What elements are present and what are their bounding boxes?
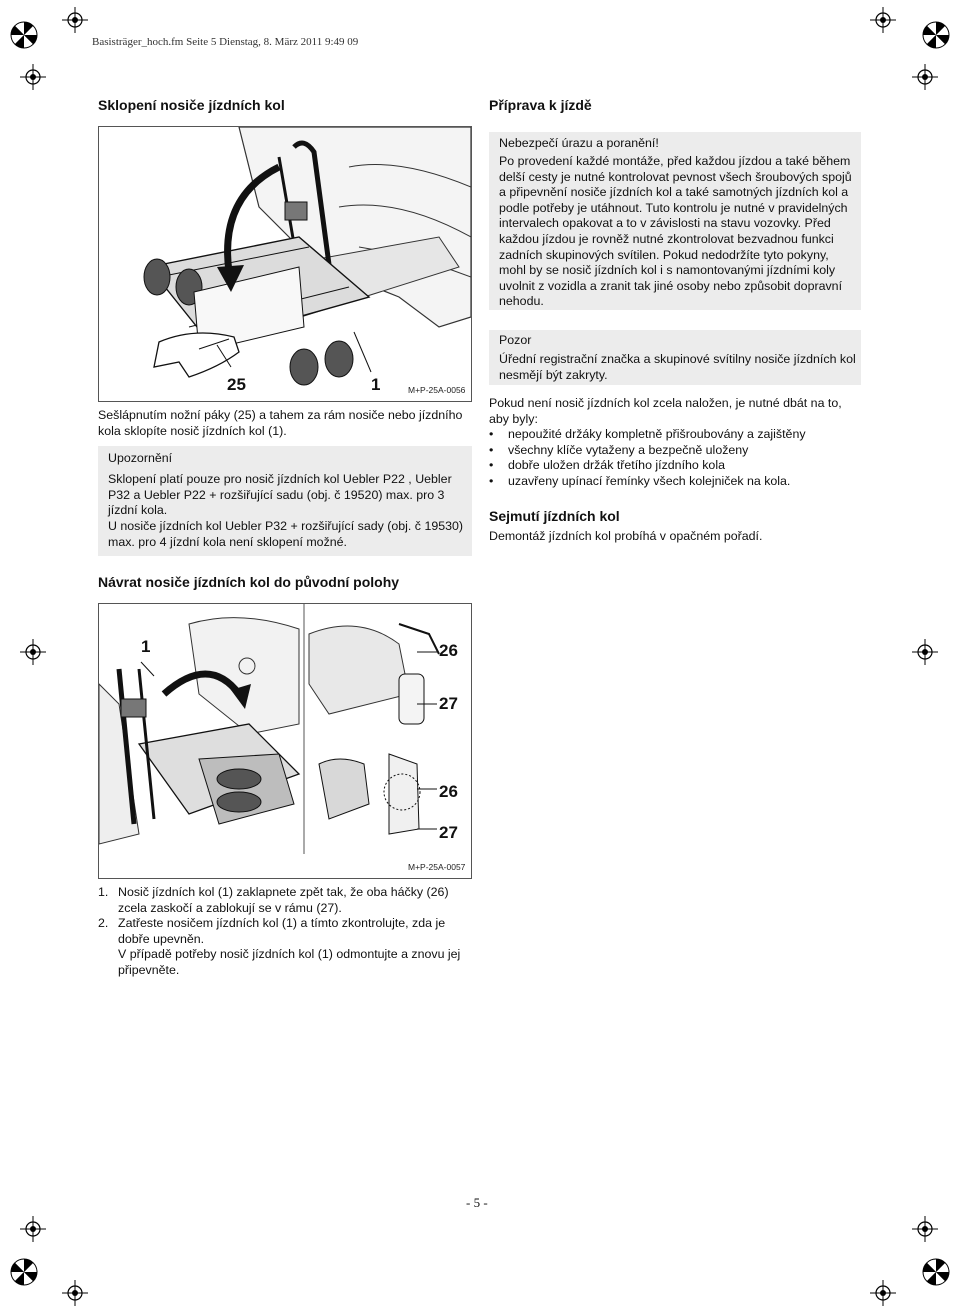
callout-27: 27: [439, 694, 458, 713]
note-box: [98, 446, 472, 556]
figure-fold: [98, 126, 472, 402]
star-mark-icon: [923, 22, 949, 48]
step-text: Nosič jízdních kol (1) zaklapnete zpět tak, že oba háčky (26) zcela zaskočí a zablokují se v rámu (27).: [118, 885, 449, 915]
step-1: [98, 885, 470, 916]
star-mark-icon: [11, 1259, 37, 1285]
remove-text: Demontáž jízdních kol probíhá v opačném pořadí.: [489, 529, 763, 543]
crosshair-icon: [62, 7, 88, 33]
danger-text: Po provedení každé montáže, před každou jízdou a také během delší cesty je nutné kontrolovat pevnost všech šroubových spojů a připevnění nosiče jízdních kol a také samotných jízdních kol a podle potřeby je utáhnout. Tuto kontrolu je nutné v pravidelných intervalech opakovat a to v závislosti na stavu vozovky. Před každou jízdou je rovněž nutné zkontrolovat bezvadnou funkci zadních skupinových svítilen. Pokud nedodržíte tyto pokyny, mohl by se nosič jízdních kol i s namontovanými jízdními koly uvolnit z vozidla a zranit tak jiné osoby nebo způsobit dopravní nehodu.: [499, 154, 852, 309]
crosshair-icon: [62, 1280, 88, 1306]
callout-25: 25: [227, 375, 246, 394]
note-paragraph-1: Sklopení platí pouze pro nosič jízdních kol Uebler P22 , Uebler P32 a Uebler P22 + rozšiřující sadu (obj. č 19520) max. pro 3 jízdní kola.: [108, 472, 452, 518]
figure-return: [98, 603, 472, 879]
check-item: • všechny klíče vytaženy a bezpečně uloženy: [489, 443, 861, 459]
crosshair-icon: [20, 1216, 46, 1242]
star-mark-icon: [923, 1259, 949, 1285]
step-number: 1.: [98, 885, 109, 899]
caution-title: Pozor: [499, 333, 532, 347]
danger-box: [489, 132, 861, 310]
crosshair-icon: [20, 64, 46, 90]
crosshair-icon: [912, 64, 938, 90]
section-title-remove: Sejmutí jízdních kol: [489, 508, 620, 524]
fold-instructions: Sešlápnutím nožní páky (25) a tahem za rám nosiče nebo jízdního kola sklopíte nosič jízdních kol (1).: [98, 408, 463, 438]
callout-26: 26: [439, 641, 458, 660]
crosshair-icon: [870, 1280, 896, 1306]
check-intro: Pokud není nosič jízdních kol zcela naložen, je nutné dbát na to, aby byly:: [489, 396, 842, 426]
callout-27: 27: [439, 823, 458, 842]
check-item: • dobře uložen držák třetího jízdního kola: [489, 458, 861, 474]
bike-carrier-return-illustration: [99, 604, 471, 878]
step-text: Zatřeste nosičem jízdních kol (1) a tímto zkontrolujte, zda je dobře upevněn.: [118, 916, 446, 946]
print-header: Basisträger_hoch.fm Seite 5 Dienstag, 8. März 2011 9:49 09: [92, 36, 359, 48]
section-title-fold: Sklopení nosiče jízdních kol: [98, 97, 285, 113]
step-text-extra: V případě potřeby nosič jízdních kol (1) odmontujte a znovu jej připevněte.: [118, 947, 461, 977]
section-title-return: Návrat nosiče jízdních kol do původní polohy: [98, 574, 400, 590]
figure-code: M+P-25A-0057: [408, 862, 466, 872]
callout-26: 26: [439, 782, 458, 801]
crosshair-icon: [870, 7, 896, 33]
crosshair-icon: [20, 639, 46, 665]
step-2: [98, 916, 470, 978]
bike-carrier-fold-illustration: [99, 127, 471, 401]
step-number: 2.: [98, 916, 109, 931]
figure-code: M+P-25A-0056: [408, 385, 466, 395]
danger-title: Nebezpečí úrazu a poranění!: [499, 136, 659, 150]
star-mark-icon: [11, 22, 37, 48]
note-paragraph-2: U nosiče jízdních kol Uebler P32 + rozšiřující sady (obj. č 19530) max. pro 4 jízdní kola není sklopení možné.: [108, 519, 464, 549]
section-title-preparation: Příprava k jízdě: [489, 97, 592, 113]
check-item: • nepoužité držáky kompletně přišroubovány a zajištěny: [489, 427, 861, 443]
note-title: Upozornění: [108, 451, 173, 465]
check-list: [489, 427, 861, 489]
check-item: • uzavřeny upínací řemínky všech kolejniček na kola.: [489, 474, 861, 490]
caution-text: Úřední registrační značka a skupinové svítilny nosiče jízdních kol nesmějí být zakryty.: [499, 352, 856, 382]
crosshair-icon: [912, 1216, 938, 1242]
page-number: - 5 -: [466, 1195, 488, 1210]
callout-1: 1: [371, 375, 381, 394]
callout-1: 1: [141, 637, 151, 656]
caution-box: [489, 330, 861, 385]
crosshair-icon: [912, 639, 938, 665]
return-steps: [98, 885, 470, 979]
